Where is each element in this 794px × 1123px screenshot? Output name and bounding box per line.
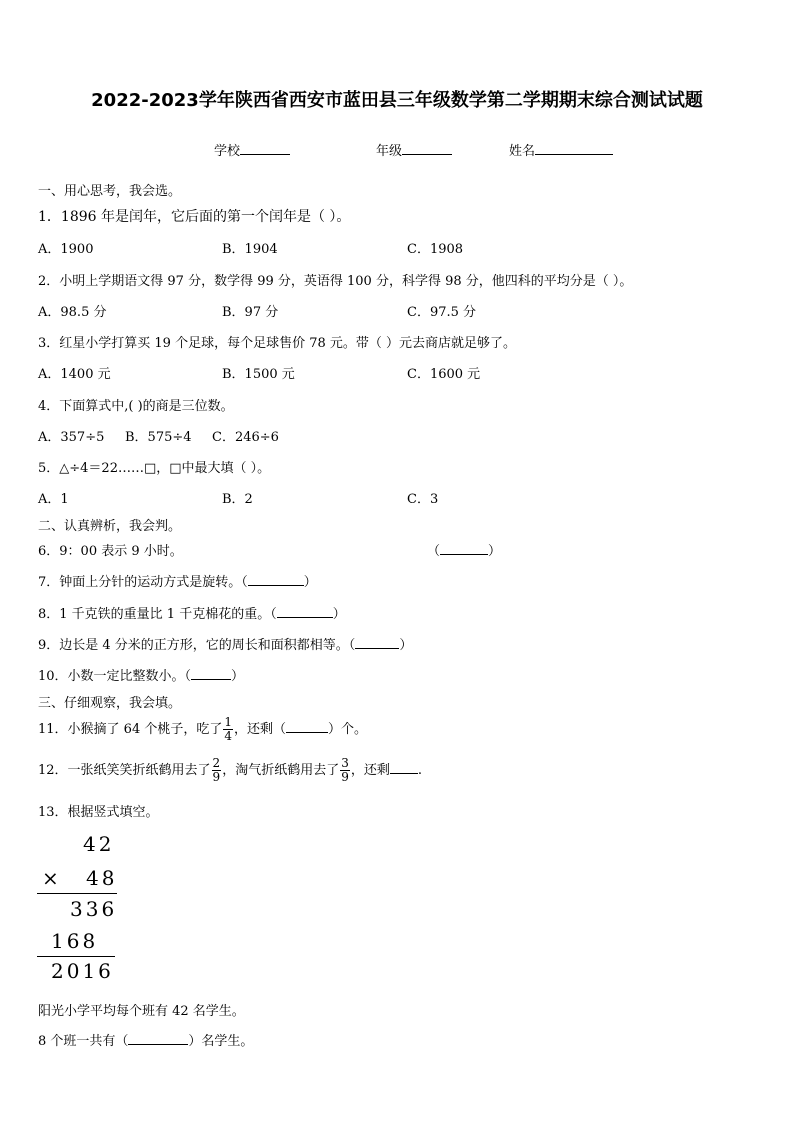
q13-statement: 阳光小学平均每个班有 42 名学生。 bbox=[38, 1004, 245, 1019]
q5-option-b[interactable]: B．2 bbox=[222, 492, 253, 507]
calc-partial-product-2: 168 bbox=[51, 929, 99, 953]
calc-rule-1 bbox=[37, 893, 117, 894]
calc-rule-2 bbox=[37, 956, 115, 957]
q8-answer-blank[interactable] bbox=[277, 603, 333, 618]
question-10: 10．小数一定比整数小。（ ） bbox=[38, 665, 244, 684]
q1-option-b[interactable]: B．1904 bbox=[222, 242, 278, 257]
q7-answer-blank[interactable] bbox=[248, 571, 304, 586]
calc-multiplicand: 42 bbox=[83, 832, 115, 856]
q3-option-c[interactable]: C．1600 元 bbox=[407, 367, 481, 382]
calc-multiplier: 48 bbox=[86, 866, 118, 890]
question-5: 5．△÷4＝22……□，□中最大填（ ）。 bbox=[38, 461, 271, 476]
calc-partial-product-1: 336 bbox=[70, 897, 118, 921]
fraction-two-ninths: $\frac{2}{9}$ bbox=[212, 756, 221, 784]
q12-answer-blank[interactable] bbox=[390, 759, 418, 774]
question-3: 3．红星小学打算买 19 个足球，每个足球售价 78 元。带（ ）元去商店就足够了。 bbox=[38, 336, 517, 351]
question-11: 11．小猴摘了 64 个桃子，吃了 $\frac{1}{4}$ ，还剩（ ）个。 bbox=[38, 715, 368, 743]
question-7: 7．钟面上分针的运动方式是旋转。（ ） bbox=[38, 571, 317, 590]
q2-option-b[interactable]: B．97 分 bbox=[222, 305, 279, 320]
section-2-heading: 二、认真辨析，我会判。 bbox=[38, 519, 182, 534]
q4-option-c[interactable]: C．246÷6 bbox=[212, 430, 279, 445]
section-1-heading: 一、用心思考，我会选。 bbox=[38, 184, 182, 199]
q4-option-b[interactable]: B．575÷4 bbox=[125, 430, 192, 445]
q1-option-a[interactable]: A．1900 bbox=[38, 242, 94, 257]
q2-option-c[interactable]: C．97.5 分 bbox=[407, 305, 477, 320]
q4-option-a[interactable]: A．357÷5 bbox=[38, 430, 105, 445]
question-2: 2．小明上学期语文得 97 分，数学得 99 分，英语得 100 分，科学得 98 分，他四科的平均分是（ ）。 bbox=[38, 274, 633, 289]
question-8: 8．1 千克铁的重量比 1 千克棉花的重。（ ） bbox=[38, 603, 346, 622]
q6-answer-blank[interactable]: （ ） bbox=[427, 540, 501, 559]
calc-result: 2016 bbox=[51, 959, 114, 983]
question-4: 4．下面算式中,( )的商是三位数。 bbox=[38, 399, 234, 414]
fraction-one-quarter: $\frac{1}{4}$ bbox=[224, 715, 232, 743]
q1-option-c[interactable]: C．1908 bbox=[407, 242, 464, 257]
question-1: 1．1896 年是闰年，它后面的第一个闰年是（ ）。 bbox=[38, 209, 351, 225]
fraction-three-ninths: $\frac{3}{9}$ bbox=[341, 756, 349, 784]
q3-option-b[interactable]: B．1500 元 bbox=[222, 367, 295, 382]
calc-multiply-sign: × bbox=[42, 866, 62, 890]
q5-option-a[interactable]: A．1 bbox=[38, 492, 69, 507]
section-3-heading: 三、仔细观察，我会填。 bbox=[38, 696, 182, 711]
question-13: 13．根据竖式填空。 bbox=[38, 805, 159, 820]
page-title: 2022-2023学年陕西省西安市蓝田县三年级数学第二学期期末综合测试试题 bbox=[91, 90, 703, 111]
school-field[interactable]: 学校 bbox=[214, 140, 290, 159]
question-6: 6．9：00 表示 9 小时。 bbox=[38, 544, 183, 559]
question-12: 12．一张纸笑笑折纸鹤用去了 $\frac{2}{9}$ ，淘气折纸鹤用去了 $\frac{3}{9}$ ，还剩 . bbox=[38, 756, 422, 784]
q2-option-a[interactable]: A．98.5 分 bbox=[38, 305, 107, 320]
q5-option-c[interactable]: C．3 bbox=[407, 492, 439, 507]
name-field[interactable]: 姓名 bbox=[509, 140, 613, 159]
q13-answer-blank[interactable] bbox=[128, 1030, 188, 1045]
grade-field[interactable]: 年级 bbox=[376, 140, 452, 159]
q10-answer-blank[interactable] bbox=[191, 665, 231, 680]
q3-option-a[interactable]: A．1400 元 bbox=[38, 367, 111, 382]
question-9: 9．边长是 4 分米的正方形，它的周长和面积都相等。（ ） bbox=[38, 634, 412, 653]
q13-question: 8 个班一共有（ ）名学生。 bbox=[38, 1030, 253, 1049]
q11-answer-blank[interactable] bbox=[286, 718, 328, 733]
q9-answer-blank[interactable] bbox=[355, 634, 399, 649]
